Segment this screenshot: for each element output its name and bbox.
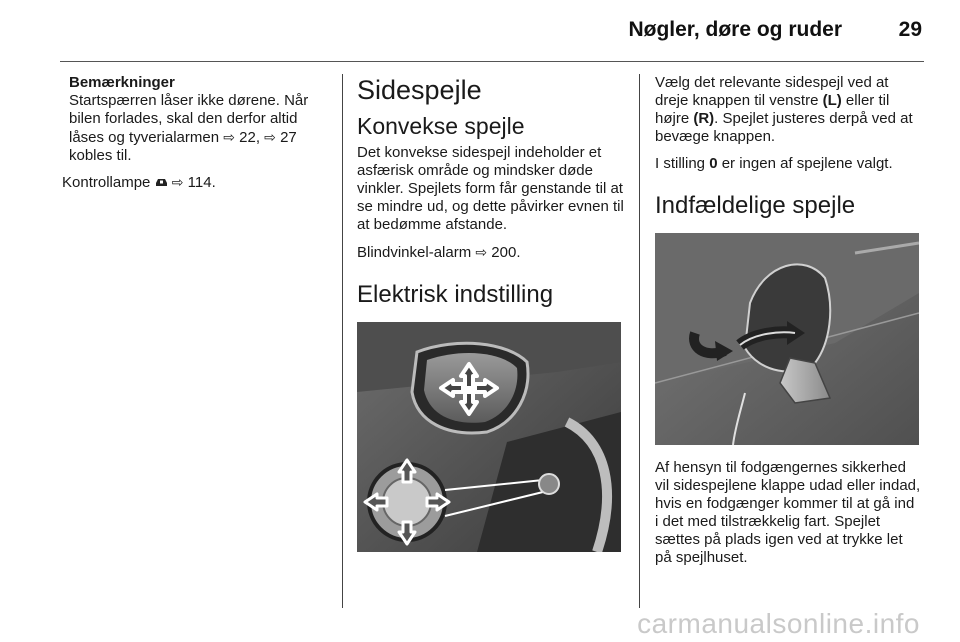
note-text-tail: kobles til. (69, 147, 132, 164)
note-text (69, 92, 334, 165)
column-middle (357, 74, 625, 552)
heading-indfaeldelige-spejle: Indfældelige spejle (655, 192, 856, 219)
adjust-tail: . Spejlet justeres derpå ved at bevæge knappen. (655, 110, 913, 145)
reference-arrow-icon: ⇨ (264, 129, 276, 145)
fold-paragraph: Af hensyn til fodgængernes sikkerhed vil sidespejlene klappe udad eller indad, hvis en fodgænger kommer til at gå ind i det med tilstrækkelig fart. Spejlet sættes på plads igen ved at trykke let på spejlhuset. (655, 459, 921, 566)
note-text-lead: Startspærren låser ikke dørene. Når bilen forlades, skal den derfor altid låses og tyverialarmen (69, 92, 309, 146)
page-header (0, 0, 960, 62)
reference-arrow-icon: ⇨ (475, 244, 488, 260)
heading-elektrisk-indstilling: Elektrisk indstilling (357, 281, 554, 308)
column-divider-right (639, 74, 640, 608)
heading-konvekse-spejle: Konvekse spejle (357, 113, 525, 139)
watermark: carmanualsonline.info (637, 608, 920, 639)
blind-spot-line (357, 243, 625, 262)
zero-value: 0 (709, 155, 718, 172)
mirror-adjust-illustration (357, 322, 621, 552)
note-ref-link-1[interactable]: 22 (239, 129, 256, 146)
adjust-mid: eller til højre (655, 92, 890, 127)
mirror-fold-illustration (655, 233, 919, 445)
header-rule (60, 61, 924, 62)
column-divider-left (342, 74, 343, 608)
blind-spot-tail: . (516, 244, 521, 261)
reference-arrow-icon: ⇨ (171, 174, 184, 190)
alarm-lamp-icon (155, 176, 168, 188)
adjust-lead: Vælg det relevante sidespejl ved at dreje knappen til venstre (655, 74, 889, 109)
blind-spot-ref-link[interactable]: 200 (491, 244, 517, 261)
heading-sidespejle: Sidespejle (357, 75, 482, 105)
reference-arrow-icon: ⇨ (223, 129, 235, 145)
note-ref-link-2[interactable]: 27 (280, 129, 297, 146)
column-left (62, 74, 334, 201)
blind-spot-lead: Blindvinkel-alarm (357, 244, 476, 261)
convex-paragraph: Det konvekse sidespejl indeholder et asfærisk område og mindsker døde vinkler. Spejlets form får genstande til at se mindre ud, og dette påvirker evnen til at bedømme afstande. (357, 144, 624, 233)
adjust-left-label: (L) (822, 92, 842, 109)
zero-position-line (655, 155, 921, 173)
control-lamp-tail: . (211, 174, 216, 191)
zero-lead: I stilling (655, 155, 710, 172)
note-title: Bemærkninger (69, 74, 175, 91)
control-lamp-lead: Kontrollampe (62, 174, 155, 191)
zero-tail: er ingen af spejlene valgt. (717, 155, 893, 172)
note-block (62, 74, 334, 165)
control-ref-link[interactable]: 114 (187, 174, 212, 191)
page-number: 29 (898, 18, 922, 41)
note-ref-separator: , (255, 129, 265, 146)
column-right (655, 74, 921, 576)
adjust-paragraph (655, 74, 921, 146)
header-title: Nøgler, døre og ruder (628, 18, 842, 41)
adjust-right-label: (R) (693, 110, 715, 127)
control-lamp-line (62, 173, 334, 192)
